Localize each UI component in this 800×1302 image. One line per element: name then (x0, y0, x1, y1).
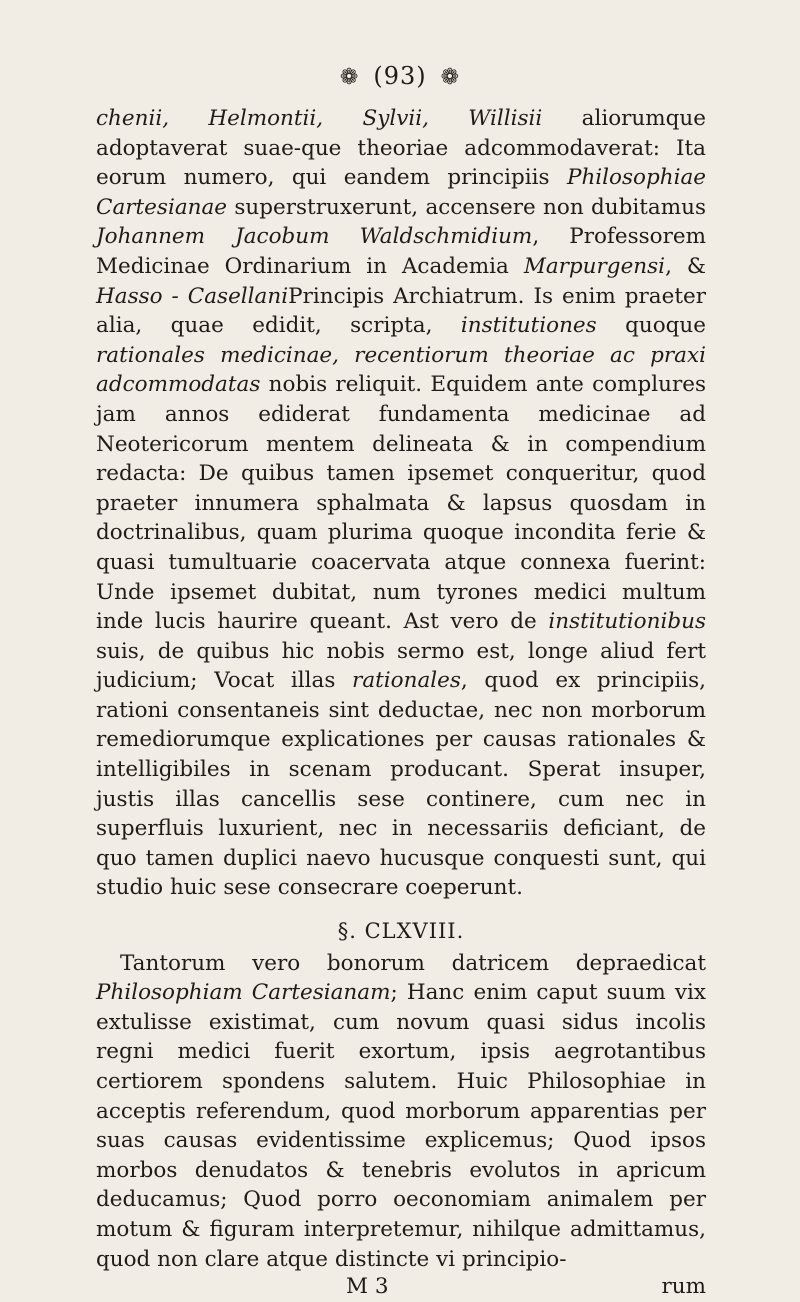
page-number: (93) (373, 62, 427, 90)
text-run: , quod ex principiis, rationi consentaneis sint deductae, nec non morborum remediorumque explicationes per causas rationales & intelligibiles in scenam producant. Sperat insuper, justis illas cancellis sese continere, cum nec in superfluis luxurient, nec in necessariis deficiant, de quo tamen duplici naevo hucusque conquesti sunt, qui studio huic sese consecrare coeperunt. (96, 668, 706, 901)
italic-text: Hasso - Casellani (96, 283, 289, 309)
paragraph (96, 949, 706, 1275)
italic-text: rationales medicinae, recentiorum theoriae ac praxi adcommodatas (96, 342, 706, 398)
page-header (0, 62, 800, 90)
paragraph (96, 104, 706, 903)
italic-text: rationales (352, 668, 461, 694)
text-run: Tantorum vero bonorum datricem depraedicat (120, 950, 706, 976)
catchline (96, 1272, 706, 1302)
text-run: aliorumque adoptaverat suae-que theoriae adcommodaverat: Ita eorum numero, qui eandem principiis (96, 106, 706, 191)
italic-text: Philosophiae Cartesianae (96, 165, 706, 220)
catchword: rum (661, 1274, 706, 1300)
text-run: ; Hanc enim caput suum vix extulisse existimat, cum novum quasi sidus incolis regni medici fuerit exortum, ipsis aegrotantibus certiorem spondens salutem. Huic Philosophiae in acceptis referendum, quod morborum apparentias per suas causas evidentissime explicemus; Quod ipsos morbos denudatos & tenebris evolutos in apricum deducamus; Quod porro oeconomiam animalem per motum & figuram interpretemur, nihilque admittamus, quod non clare atque distincte vi principio- (96, 980, 707, 1272)
ornament-icon: ❁ (440, 65, 461, 90)
text-run: , Professorem Medicinae Ordinarium in Academia (96, 224, 706, 279)
italic-text: Philosophiam Cartesianam (96, 980, 391, 1006)
body-text (96, 104, 706, 1302)
ornament-icon: ❁ (339, 65, 360, 90)
italic-text: institutionibus (548, 609, 706, 635)
text-run: quoque (596, 313, 706, 339)
text-run: , & (665, 253, 706, 279)
text-run: superstruxerunt, accensere non dubitamus (227, 194, 706, 220)
italic-text: Marpurgensi (523, 253, 666, 279)
text-run: nobis reliquit. Equidem ante complures jam annos ediderat fundamenta medicinae ad Neotericorum mentem delineata & in compendium redacta: De quibus tamen ipsemet conqueritur, quod praeter innumera sphalmata & lapsus quosdam in doctrinalibus, quam plurima quoque incondita ferie & quasi tumultuarie coacervata atque connexa fuerint: Unde ipsemet dubitat, num tyrones medici multum inde lucis haurire queant. Ast vero de (96, 372, 706, 635)
text-run: Principis Archiatrum. Is enim praeter alia, quae edidit, scripta, (96, 283, 706, 339)
italic-text: Johannem Jacobum Waldschmidium (96, 224, 533, 250)
italic-text: institutiones (460, 313, 597, 339)
signature-mark: M 3 (346, 1274, 389, 1300)
italic-text: chenii, Helmontii, Sylvii, Willisii (96, 106, 543, 131)
text-run: suis, de quibus hic nobis sermo est, longe aliud fert judicium; Vocat illas (96, 638, 706, 694)
section-title: §. CLXVIII. (337, 919, 465, 944)
